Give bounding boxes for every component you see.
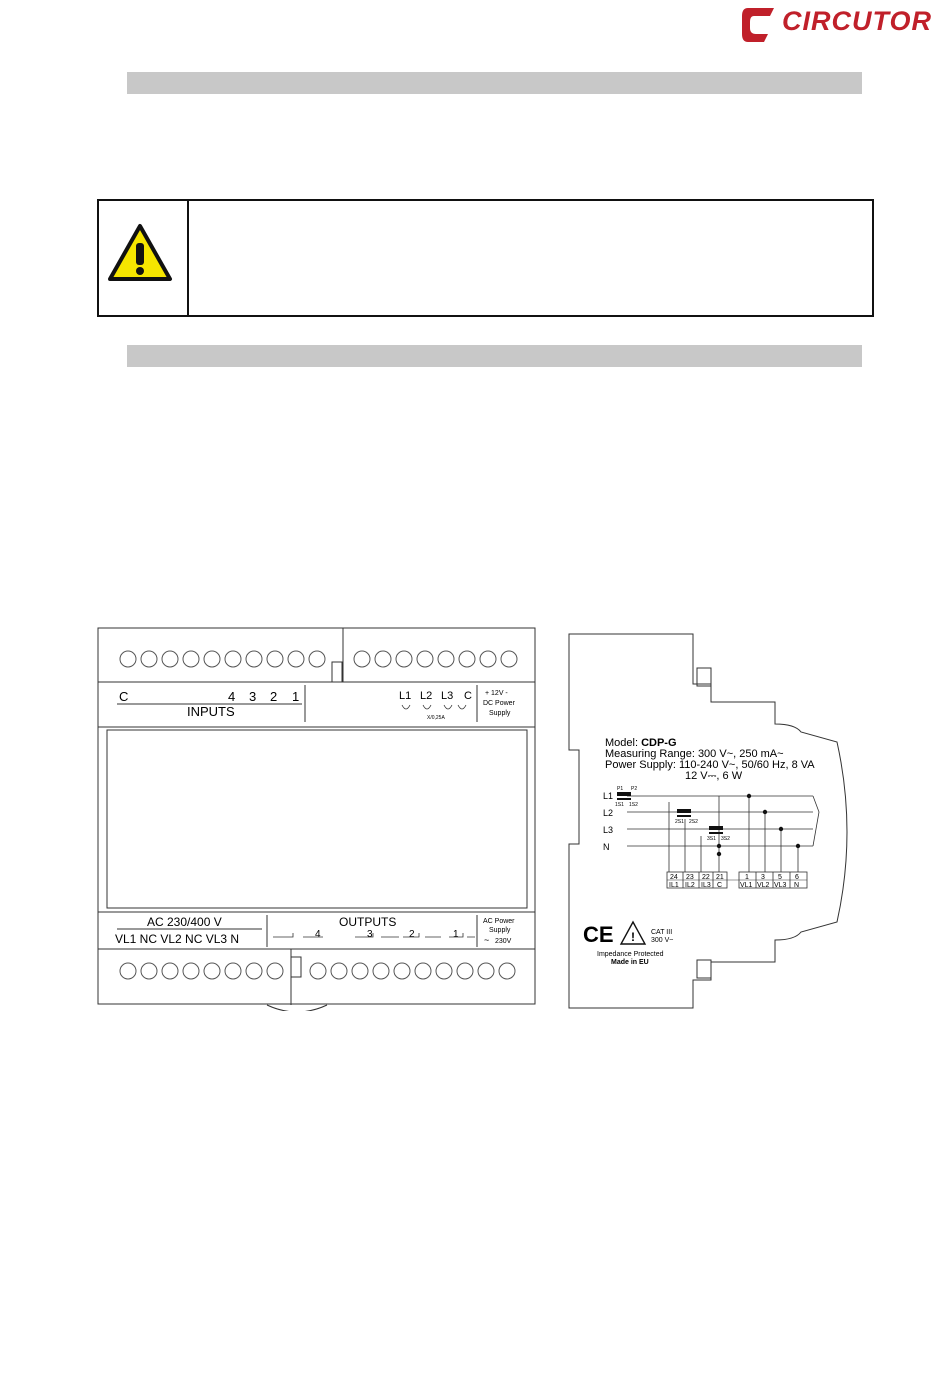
model-name: CDP-G: [641, 737, 677, 749]
input-number: 4: [228, 689, 236, 704]
output-number: 1: [453, 929, 459, 940]
ct-label: 2S1: [675, 819, 684, 825]
output-number: 3: [367, 929, 373, 940]
ac-voltage-title: AC 230/400 V: [147, 915, 222, 929]
cat-voltage: 300 V~: [651, 937, 674, 944]
cat-rating: CAT III: [651, 929, 673, 936]
terminal-name: IL1: [669, 882, 679, 889]
section-header-bar: [127, 72, 862, 94]
line-label: L3: [603, 825, 614, 835]
terminal-number: 21: [716, 874, 724, 881]
line-label: N: [603, 842, 610, 852]
warning-triangle-icon: [107, 223, 173, 283]
model-prefix: Model:: [605, 737, 642, 749]
current-input-label: L2: [420, 690, 433, 702]
impedance-note: Impedance Protected: [597, 951, 664, 958]
wiring-nodes: [617, 792, 800, 856]
terminal-number: 3: [761, 874, 765, 881]
warning-box: [97, 199, 874, 317]
input-number: 1: [292, 689, 300, 704]
terminal-number: 1: [745, 874, 749, 881]
ac-voltage-terminals: VL1 NC VL2 NC VL3 N: [115, 932, 240, 946]
power-supply: Power Supply: 110-240 V~, 50/60 Hz, 8 VA: [605, 759, 815, 771]
ct-label: P1: [617, 786, 624, 792]
current-input-label: L1: [399, 690, 412, 702]
ct-label: 2S2: [689, 819, 698, 825]
terminal-name: VL1: [740, 882, 753, 889]
dc-power: 12 V⎓, 6 W: [685, 770, 743, 782]
caution-exclamation: !: [631, 930, 635, 944]
made-in: Made in EU: [611, 959, 649, 966]
clip-bottom: [697, 960, 711, 978]
output-number: 4: [315, 929, 321, 940]
input-common-label: C: [119, 689, 129, 704]
ct-label: 1S2: [629, 802, 638, 808]
current-transformer-symbols: [402, 705, 466, 709]
input-number: 3: [249, 689, 257, 704]
inputs-title: INPUTS: [187, 704, 235, 719]
terminal-number: 6: [795, 874, 799, 881]
ac-supply-line1: AC Power: [483, 918, 515, 925]
terminal-name: IL2: [685, 882, 695, 889]
measuring-range: Measuring Range: 300 V~, 250 mA~: [605, 748, 784, 760]
terminal-name: IL3: [701, 882, 711, 889]
line-label: L1: [603, 791, 614, 801]
ct-label: 3S2: [721, 836, 730, 842]
device-side-label: [565, 632, 865, 1012]
terminal-name: VL3: [774, 882, 787, 889]
ct-label: P2: [631, 786, 638, 792]
dc-supply-line2: DC Power: [483, 700, 515, 707]
ac-supply-line2: Supply: [489, 927, 511, 934]
dc-supply-line1: + 12V -: [485, 690, 508, 697]
terminal-name: VL2: [757, 882, 770, 889]
ac-supply-line3: 230V: [495, 938, 512, 945]
ce-mark-icon: CE: [583, 922, 614, 947]
dc-supply-line3: Supply: [489, 710, 511, 717]
current-rating: X/0,25A: [427, 715, 445, 721]
circutor-logo: [740, 4, 933, 44]
current-input-label: C: [464, 690, 472, 702]
section-header-bar: [127, 345, 862, 367]
ac-sine-icon: ~: [484, 935, 490, 945]
input-number: 2: [270, 689, 278, 704]
relay-contact-symbols: [273, 933, 475, 937]
terminal-number: 22: [702, 874, 710, 881]
outputs-title: OUTPUTS: [339, 915, 397, 929]
circutor-logo-icon: [740, 4, 780, 44]
warning-divider: [187, 201, 189, 315]
terminal-number: 5: [778, 874, 782, 881]
terminal-name: C: [717, 882, 723, 889]
line-label: L2: [603, 808, 614, 818]
terminal-name: N: [794, 882, 800, 889]
ct-label: 3S1: [707, 836, 716, 842]
terminal-number: 23: [686, 874, 694, 881]
terminal-number: 24: [670, 874, 678, 881]
brand-name: CIRCUTOR: [782, 6, 933, 36]
ct-label: 1S1: [615, 802, 624, 808]
device-front-panel: [97, 627, 537, 1011]
clip-top: [697, 668, 711, 686]
output-number: 2: [409, 929, 415, 940]
current-input-label: L3: [441, 690, 454, 702]
